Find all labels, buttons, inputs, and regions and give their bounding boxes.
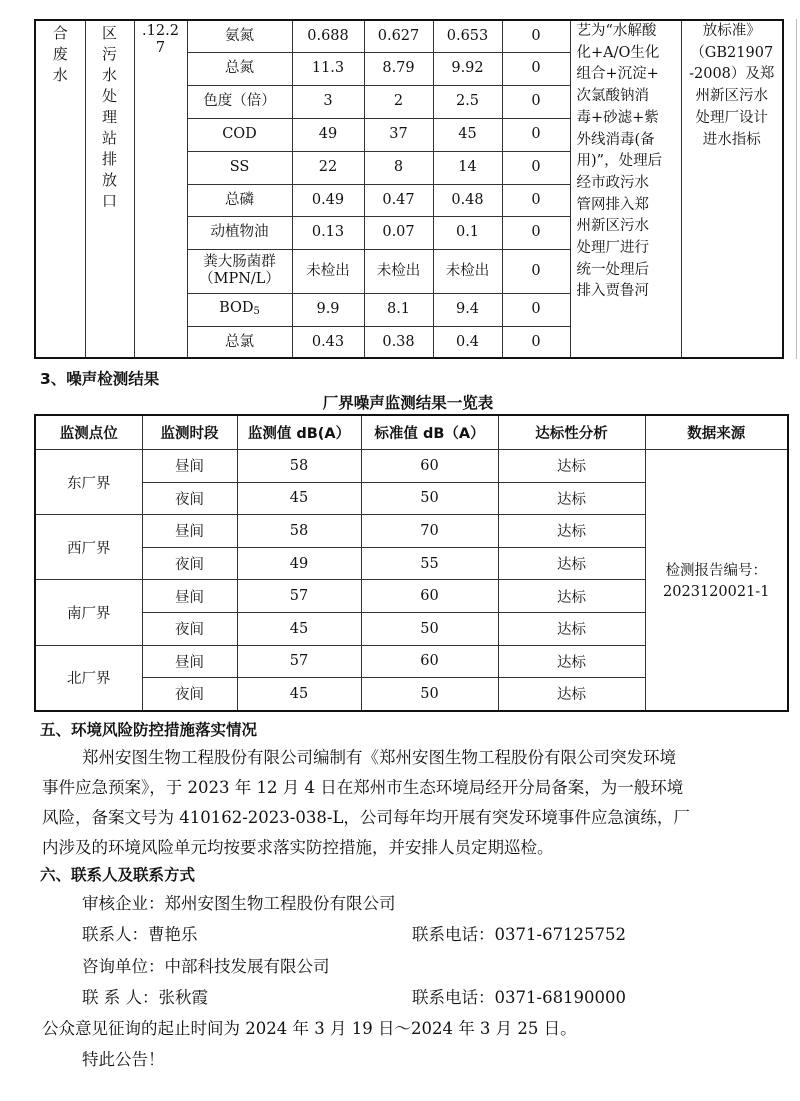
contact-phone-2: 联系电话：0371-68190000 (412, 988, 627, 1007)
treatment-process-cell (570, 20, 681, 358)
process-line: 州新区污水 (576, 218, 649, 235)
location-cell: 北厂界 (35, 645, 142, 711)
standard-value-cell: 60 (361, 645, 498, 678)
paragraph-line: 郑州安图生物工程股份有限公司编制有《郑州安图生物工程股份有限公司突发环境 (82, 748, 676, 767)
column-header: 监测点位 (35, 415, 142, 450)
period-cell: 昼间 (142, 645, 237, 678)
process-line: 统一处理后 (576, 261, 649, 278)
compliance-cell: 达标 (498, 547, 645, 580)
pollutant-name: 总磷 (187, 184, 292, 216)
pollutant-name: SS (187, 151, 292, 184)
standard-line: 处理厂设计 (695, 109, 768, 126)
vertical-char: 理 (101, 108, 117, 126)
pollutant-name-main: BOD (219, 299, 254, 316)
table-header-row (35, 415, 788, 450)
value-1: 0.688 (292, 20, 364, 52)
consulting-unit: 咨询单位：中部科技发展有限公司 (82, 957, 330, 976)
vertical-char: 口 (101, 192, 117, 210)
measured-value-cell: 57 (237, 645, 361, 678)
exceed-count: 0 (502, 118, 570, 151)
process-line: 用)”，处理后 (576, 153, 663, 170)
measured-value-cell: 45 (237, 612, 361, 645)
value-2: 37 (364, 118, 433, 151)
vertical-char: 合 (52, 24, 68, 42)
exceed-count: 0 (502, 184, 570, 216)
vertical-char: 排 (101, 150, 117, 168)
period-cell: 昼间 (142, 515, 237, 548)
value-3: 45 (433, 118, 502, 151)
date-line: .12.2 (142, 23, 179, 39)
paragraph-line: 内涉及的环境风险单元均按要求落实防控措施，并安排人员定期巡检。 (42, 838, 554, 857)
location-cell: 西厂界 (35, 515, 142, 580)
exceed-count: 0 (502, 20, 570, 52)
value-3: 0.48 (433, 184, 502, 216)
date-line: 7 (155, 40, 166, 56)
vertical-char: 处 (101, 87, 117, 105)
process-line: 艺为“水解酸 (576, 23, 657, 39)
process-line: 排入贾鲁河 (576, 283, 649, 300)
process-line: 次氯酸钠消 (576, 88, 649, 105)
value-2: 8.79 (364, 52, 433, 85)
column-header: 达标性分析 (498, 415, 645, 450)
closing-notice: 特此公告！ (82, 1050, 165, 1069)
standard-value-cell: 60 (361, 450, 498, 483)
wastewater-type-cell (35, 20, 85, 358)
period-cell: 夜间 (142, 482, 237, 515)
standard-line: 进水指标 (702, 131, 761, 148)
vertical-char: 水 (52, 66, 68, 84)
process-line: 组合+沉淀+ (576, 66, 659, 83)
exceed-count: 0 (502, 326, 570, 358)
pollutant-unit-line: （MPN/L） (199, 271, 280, 287)
standard-line: 放标准》 (702, 23, 761, 39)
pollutant-name: 氨氮 (187, 20, 292, 52)
contact-person-1: 联系人：曹艳乐 (82, 925, 198, 944)
column-header: 监测时段 (142, 415, 237, 450)
value-2: 0.47 (364, 184, 433, 216)
value-3: 未检出 (433, 249, 502, 293)
value-3: 2.5 (433, 85, 502, 118)
standard-line: 州新区污水 (695, 88, 768, 105)
period-cell: 昼间 (142, 450, 237, 483)
measured-value-cell: 45 (237, 678, 361, 711)
standard-value-cell: 70 (361, 515, 498, 548)
wastewater-monitoring-table (34, 19, 784, 359)
measured-value-cell: 58 (237, 450, 361, 483)
value-1: 9.9 (292, 293, 364, 326)
column-header: 监测值 dB(A） (237, 415, 361, 450)
exceed-count: 0 (502, 85, 570, 118)
period-cell: 夜间 (142, 612, 237, 645)
pollutant-name-line: 粪大肠菌群 (203, 254, 276, 270)
measured-value-cell: 45 (237, 482, 361, 515)
value-1: 49 (292, 118, 364, 151)
vertical-char: 放 (101, 171, 117, 189)
pollutant-name: COD (187, 118, 292, 151)
table-row (35, 450, 788, 483)
value-1: 11.3 (292, 52, 364, 85)
exceed-count: 0 (502, 249, 570, 293)
value-3: 9.92 (433, 52, 502, 85)
contact-person-2: 联 系 人：张秋霞 (82, 988, 208, 1007)
vertical-char: 站 (101, 129, 117, 147)
consultation-period: 公众意见征询的起止时间为 2024 年 3 月 19 日～2024 年 3 月 25 日。 (42, 1019, 577, 1038)
value-3: 0.1 (433, 216, 502, 249)
pollutant-name (187, 249, 292, 293)
measured-value-cell: 49 (237, 547, 361, 580)
pollutant-name: 总氯 (187, 326, 292, 358)
compliance-cell: 达标 (498, 678, 645, 711)
exceed-count: 0 (502, 52, 570, 85)
standard-value-cell: 60 (361, 580, 498, 613)
report-number-label: 检测报告编号： (665, 563, 767, 580)
value-3: 0.4 (433, 326, 502, 358)
value-1: 未检出 (292, 249, 364, 293)
process-line: 化+A/O生化 (576, 44, 660, 61)
pollutant-name: 色度（倍） (187, 85, 292, 118)
vertical-char: 污 (101, 45, 117, 63)
compliance-cell: 达标 (498, 450, 645, 483)
column-header: 标准值 dB（A） (361, 415, 498, 450)
value-2: 0.38 (364, 326, 433, 358)
value-1: 0.43 (292, 326, 364, 358)
section6-heading: 六、联系人及联系方式 (40, 866, 196, 884)
period-cell: 昼间 (142, 580, 237, 613)
noise-section-heading: 3、噪声检测结果 (40, 370, 160, 388)
value-2: 8.1 (364, 293, 433, 326)
noise-table-caption: 厂界噪声监测结果一览表 (322, 394, 494, 412)
value-1: 22 (292, 151, 364, 184)
exceed-count: 0 (502, 293, 570, 326)
value-1: 0.49 (292, 184, 364, 216)
process-line: 经市政污水 (576, 174, 649, 191)
compliance-cell: 达标 (498, 580, 645, 613)
location-cell: 南厂界 (35, 580, 142, 645)
value-2: 2 (364, 85, 433, 118)
value-1: 3 (292, 85, 364, 118)
pollutant-name: 动植物油 (187, 216, 292, 249)
column-header: 数据来源 (645, 415, 788, 450)
location-cell: 东厂界 (35, 450, 142, 515)
period-cell: 夜间 (142, 678, 237, 711)
vertical-char: 水 (101, 66, 117, 84)
section5-paragraph (42, 743, 782, 863)
standard-value-cell: 50 (361, 612, 498, 645)
value-2: 未检出 (364, 249, 433, 293)
exceed-count: 0 (502, 216, 570, 249)
paragraph-line: 风险，备案文号为 410162-2023-038-L，公司每年均开展有突发环境事件应急演练，厂 (42, 808, 690, 827)
value-3: 0.653 (433, 20, 502, 52)
standard-value-cell: 50 (361, 482, 498, 515)
value-3: 9.4 (433, 293, 502, 326)
value-1: 0.13 (292, 216, 364, 249)
discharge-standard-cell (681, 20, 783, 358)
sampling-date-cell (134, 20, 187, 358)
process-line: 管网排入郑 (576, 196, 649, 213)
value-2: 8 (364, 151, 433, 184)
process-line: 毒+砂滤+紫 (576, 109, 659, 126)
report-number: 2023120021-1 (663, 584, 770, 601)
outlet-location-cell (85, 20, 134, 358)
pollutant-name-subscript: 5 (253, 305, 260, 317)
vertical-char: 区 (101, 24, 117, 42)
process-line: 外线消毒(备 (576, 131, 655, 148)
contact-phone-1: 联系电话：0371-67125752 (412, 925, 627, 944)
value-2: 0.07 (364, 216, 433, 249)
compliance-cell: 达标 (498, 612, 645, 645)
section5-heading: 五、环境风险防控措施落实情况 (40, 721, 258, 739)
period-cell: 夜间 (142, 547, 237, 580)
compliance-cell: 达标 (498, 645, 645, 678)
page-edge-line (796, 19, 797, 359)
pollutant-name: 总氮 (187, 52, 292, 85)
noise-monitoring-table (34, 414, 789, 712)
process-line: 处理厂进行 (576, 240, 649, 257)
measured-value-cell: 58 (237, 515, 361, 548)
compliance-cell: 达标 (498, 482, 645, 515)
data-source-cell (645, 450, 788, 711)
review-company: 审核企业：郑州安图生物工程股份有限公司 (82, 894, 396, 913)
paragraph-line: 事件应急预案》，于 2023 年 12 月 4 日在郑州市生态环境局经开分局备案，为一般环境 (42, 778, 684, 797)
value-2: 0.627 (364, 20, 433, 52)
vertical-char: 废 (52, 45, 68, 63)
standard-line: （GB21907 (690, 44, 774, 61)
exceed-count: 0 (502, 151, 570, 184)
compliance-cell: 达标 (498, 515, 645, 548)
standard-line: -2008）及郑 (689, 66, 775, 83)
value-3: 14 (433, 151, 502, 184)
measured-value-cell: 57 (237, 580, 361, 613)
standard-value-cell: 50 (361, 678, 498, 711)
pollutant-name (187, 293, 292, 326)
standard-value-cell: 55 (361, 547, 498, 580)
